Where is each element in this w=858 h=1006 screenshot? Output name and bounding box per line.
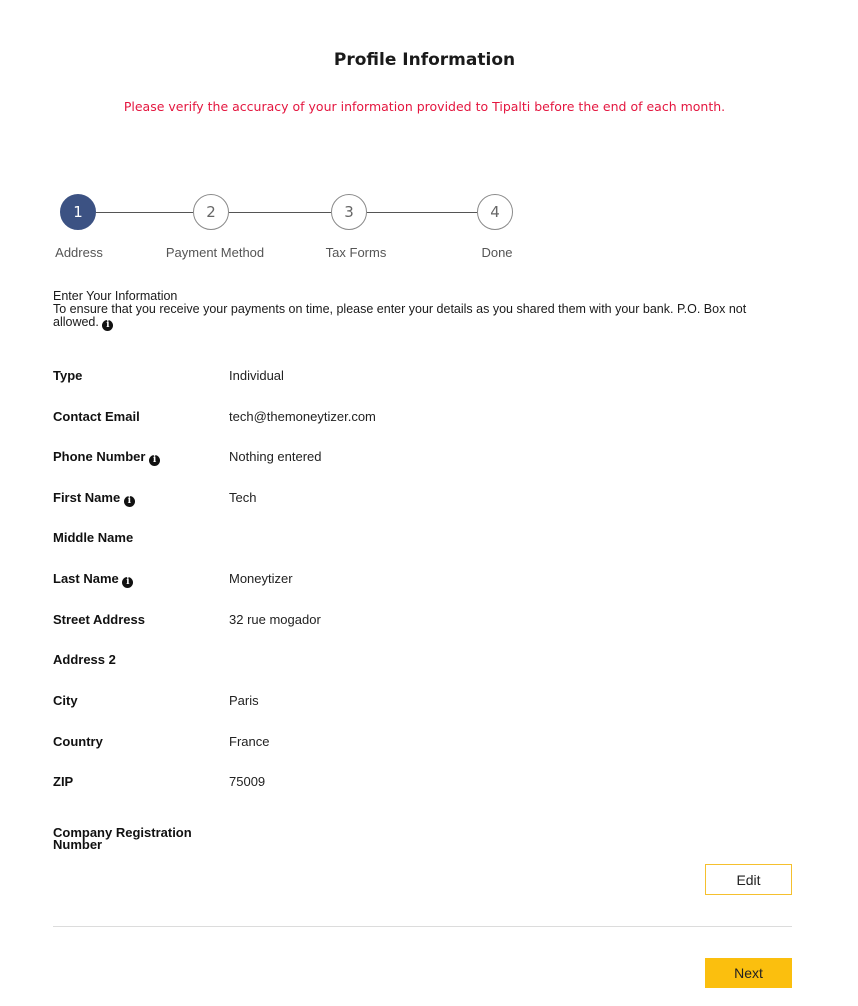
middle-name-label: Middle Name: [53, 530, 134, 545]
city-label: City: [53, 693, 78, 708]
phone-number-label-wrap: [53, 449, 160, 466]
phone-number-label: Phone Number: [53, 449, 146, 464]
company-registration-label: Company Registration Number: [53, 825, 192, 852]
last-name-label-wrap: [53, 571, 133, 588]
step-connector: [367, 212, 477, 213]
field-city: [53, 693, 793, 713]
street-address-label: Street Address: [53, 612, 145, 627]
field-address-2: [53, 652, 793, 672]
phone-number-value: Nothing entered: [229, 449, 322, 464]
field-last-name: [53, 571, 793, 591]
info-icon[interactable]: i: [124, 496, 135, 507]
step-4-circle[interactable]: 4: [477, 194, 513, 230]
country-label: Country: [53, 734, 103, 749]
step-3-circle[interactable]: 3: [331, 194, 367, 230]
intro-text-block: [53, 303, 793, 331]
field-zip: [53, 774, 793, 794]
intro-heading: Enter Your Information: [53, 289, 178, 303]
step-1-circle[interactable]: 1: [60, 194, 96, 230]
country-value: France: [229, 734, 270, 749]
field-contact-email: [53, 409, 793, 429]
field-country: [53, 734, 793, 754]
step-4-label: Done: [481, 245, 513, 260]
step-2-circle[interactable]: 2: [193, 194, 229, 230]
page-title: Profile Information: [333, 50, 516, 70]
contact-email-value: tech@themoneytizer.com: [229, 409, 376, 424]
next-button[interactable]: Next: [705, 958, 792, 988]
intro-text: To ensure that you receive your payments on time, please enter your details as you shared them with your bank. P.O. Box not allowed.: [53, 302, 747, 329]
step-1-label: Address: [55, 245, 103, 260]
step-3-label: Tax Forms: [325, 245, 387, 260]
type-value: Individual: [229, 368, 284, 383]
zip-value: 75009: [229, 774, 266, 789]
city-value: Paris: [229, 693, 259, 708]
address-2-label: Address 2: [53, 652, 116, 667]
field-street-address: [53, 612, 793, 632]
step-connector: [96, 212, 193, 213]
info-icon[interactable]: i: [149, 455, 160, 466]
first-name-label: First Name: [53, 490, 121, 505]
field-first-name: [53, 490, 793, 510]
verification-warning: Please verify the accuracy of your information provided to Tipalti before the end of each month.: [123, 99, 726, 114]
zip-label: ZIP: [53, 774, 74, 789]
field-phone-number: [53, 449, 793, 469]
step-connector: [229, 212, 331, 213]
first-name-value: Tech: [229, 490, 257, 505]
field-middle-name: [53, 530, 793, 550]
edit-button[interactable]: Edit: [705, 864, 792, 895]
last-name-label: Last Name: [53, 571, 119, 586]
info-icon[interactable]: i: [122, 577, 133, 588]
last-name-value: Moneytizer: [229, 571, 293, 586]
contact-email-label: Contact Email: [53, 409, 140, 424]
first-name-label-wrap: [53, 490, 135, 507]
field-type: [53, 368, 793, 388]
info-icon[interactable]: i: [102, 320, 113, 331]
field-company-registration: [53, 827, 793, 855]
step-2-label: Payment Method: [165, 245, 265, 260]
progress-stepper: [55, 194, 520, 264]
intro-section: [53, 290, 793, 331]
type-label: Type: [53, 368, 83, 383]
street-address-value: 32 rue mogador: [229, 612, 321, 627]
section-divider: [53, 926, 792, 927]
